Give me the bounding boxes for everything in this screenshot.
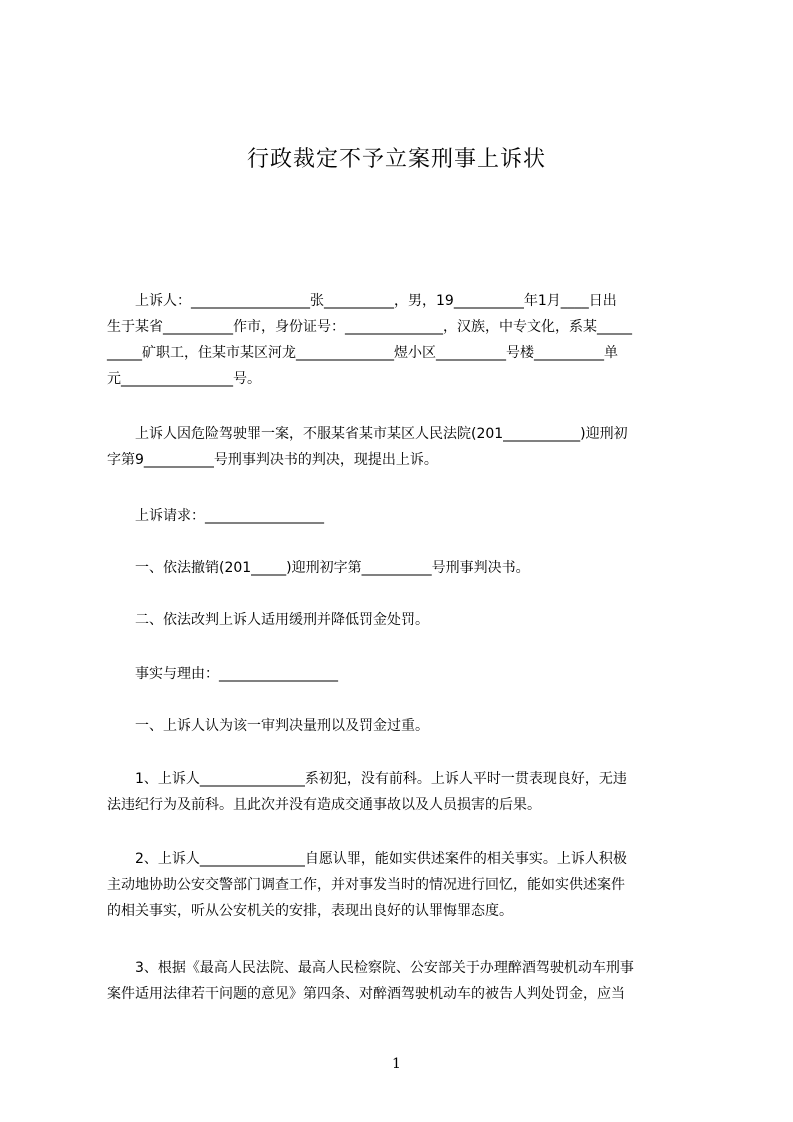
text-line: 上诉人：_________________张__________，男，19__________年1月____日出	[135, 293, 617, 309]
text-line: 元________________号。	[107, 371, 261, 387]
text-line: 3、根据《最高人民法院、最高人民检察院、公安部关于办理醉酒驾驶机动车刑事	[135, 960, 634, 976]
page-number: 1	[392, 1056, 401, 1072]
text-line: 事实与理由：_________________	[135, 666, 338, 682]
text-line: 上诉人因危险驾驶罪一案，不服某省某市某区人民法院(201___________)迎刑初	[135, 426, 628, 442]
facts-heading	[107, 661, 699, 687]
text-line: 二、依法改判上诉人适用缓刑并降低罚金处罚。	[135, 612, 429, 628]
text-line: 案件适用法律若干问题的意见》第四条、对醉酒驾驶机动车的被告人判处罚金，应当	[107, 986, 625, 1002]
reason-1	[107, 713, 699, 739]
request-item-2	[107, 607, 699, 633]
text-line: _____矿职工，住某市某区河龙______________煜小区__________号楼__________单	[107, 345, 618, 361]
text-line: 一、上诉人认为该一审判决量刑以及罚金过重。	[135, 718, 429, 734]
text-line: 上诉请求：_________________	[135, 508, 324, 524]
point-3-paragraph	[107, 955, 699, 1007]
text-line: 1、上诉人_______________系初犯，没有前科。上诉人平时一贯表现良好，无违	[135, 771, 627, 787]
text-line: 法违纪行为及前科。且此次并没有造成交通事故以及人员损害的后果。	[107, 797, 541, 813]
text-line: 的相关事实，听从公安机关的安排，表现出良好的认罪悔罪态度。	[107, 903, 513, 919]
request-heading	[107, 503, 699, 529]
text-line: 字第9__________号刑事判决书的判决，现提出上诉。	[107, 452, 438, 468]
request-item-1	[107, 555, 699, 581]
point-2-paragraph	[107, 846, 699, 924]
text-line: 一、依法撤销(201_____)迎刑初字第__________号刑事判决书。	[135, 560, 530, 576]
appellant-info-paragraph	[107, 288, 699, 392]
point-1-paragraph	[107, 766, 699, 818]
text-line: 主动地协助公安交警部门调查工作，并对事发当时的情况进行回忆，能如实供述案件	[107, 877, 625, 893]
text-line: 生于某省__________作市，身份证号：______________，汉族，中专文化，系某_____	[107, 319, 632, 335]
text-line: 2、上诉人_______________自愿认罪，能如实供述案件的相关事实。上诉人积极	[135, 851, 627, 867]
case-statement-paragraph	[107, 421, 699, 473]
document-title: 行政裁定不予立案刑事上诉状	[246, 147, 546, 172]
